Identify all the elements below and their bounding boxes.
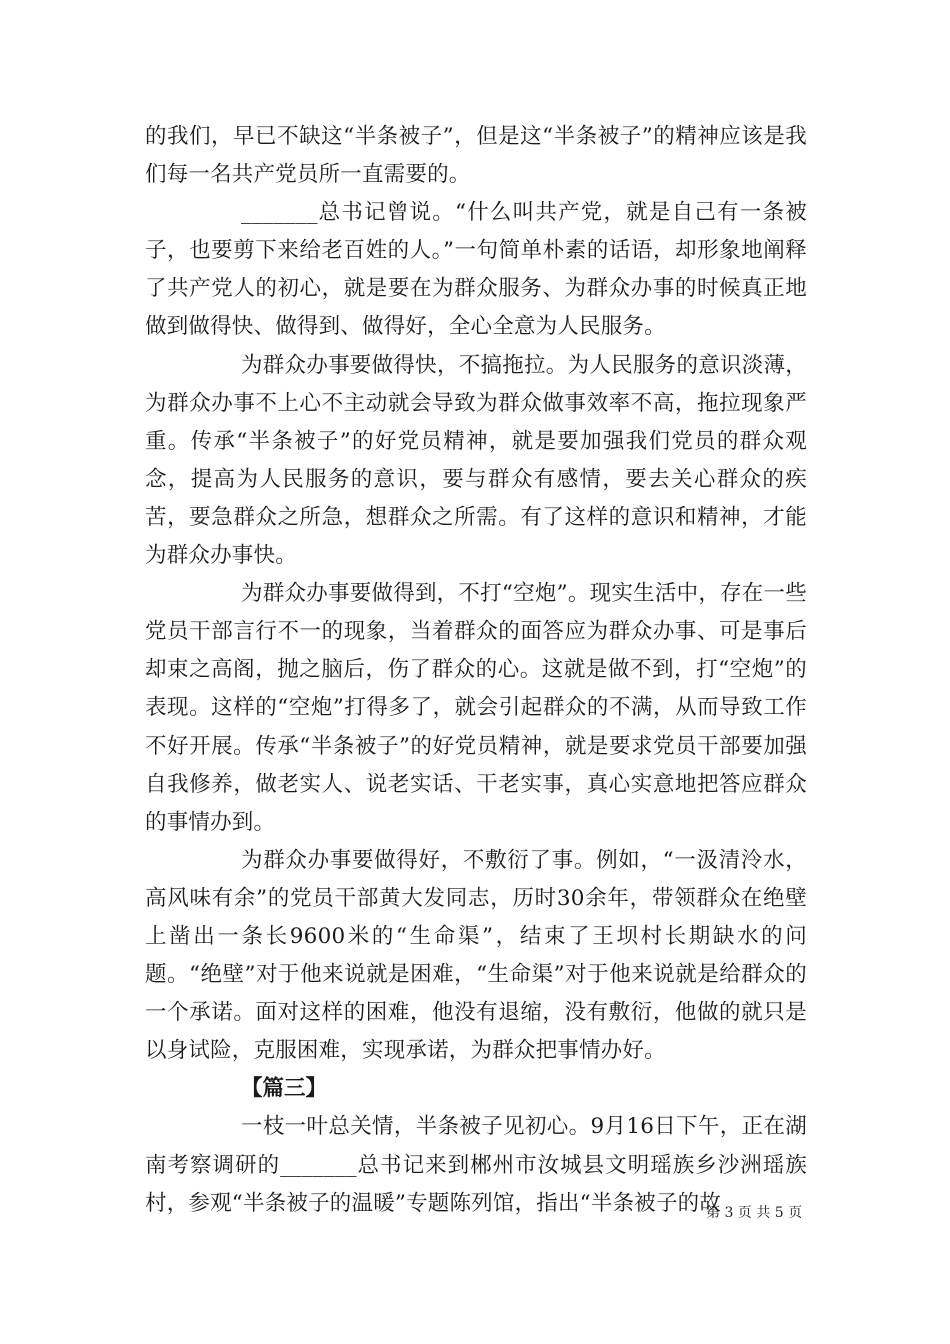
document-body [145, 118, 807, 1223]
page-number: 第 3 页 共 5 页 [706, 1205, 803, 1221]
section-heading: 【篇三】 [241, 1076, 328, 1102]
paragraph-deliver: 为群众办事要做得到，不打“空炮”。现实生活中，存在一些党员干部言行不一的现象，当着群众的面答应为群众办事、可是事后却束之高阁，抛之脑后，伤了群众的心。这就是做不到，打“空炮”的表现。这样的“空炮”打得多了，就会引起群众的不满，从而导致工作不好开展。传承“半条被子”的好党员精神，就是要求党员干部要加强自我修养，做老实人、说老实话、干老实事，真心实意地把答应群众的事情办到。 [145, 581, 807, 835]
paragraph-well: 为群众办事要做得好，不敷衍了事。例如，“一汲清泠水，高风味有余”的党员干部黄大发同志，历时30余年，带领群众在绝壁上凿出一条长9600米的“生命渠”，结束了王坝村长期缺水的问题。“绝壁”对于他来说就是困难，“生命渠”对于他来说就是给群众的一个承诺。面对这样的困难，他没有退缩，没有敷衍，他做的就只是以身试险，克服困难，实现承诺，为群众把事情办好。 [145, 847, 807, 1064]
paragraph-quote: _______总书记曾说。“什么叫共产党，就是自己有一条被子，也要剪下来给老百姓的人。”一句简单朴素的话语，却形象地阐释了共产党人的初心，就是要在为群众服务、为群众办事的时候真正地做到做得快、做得到、做得好，全心全意为人民服务。 [145, 200, 807, 340]
paragraph-continuation: 的我们，早已不缺这“半条被子”，但是这“半条被子”的精神应该是我们每一名共产党员所一直需要的。 [145, 124, 807, 188]
paragraph-fast: 为群众办事要做得快，不搞拖拉。为人民服务的意识淡薄，为群众办事不上心不主动就会导致为群众做事效率不高，拖拉现象严重。传承“半条被子”的好党员精神，就是要加强我们党员的群众观念，提高为人民服务的意识，要与群众有感情，要去关心群众的疾苦，要急群众之所急，想群众之所需。有了这样的意识和精神，才能为群众办事快。 [145, 352, 807, 569]
paragraph-section-three: 一枝一叶总关情，半条被子见初心。9月16日下午，正在湖南考察调研的_______总书记来到郴州市汝城县文明瑶族乡沙洲瑶族村，参观“半条被子的温暖”专题陈列馆，指出“半条被子的故 [145, 1114, 807, 1216]
